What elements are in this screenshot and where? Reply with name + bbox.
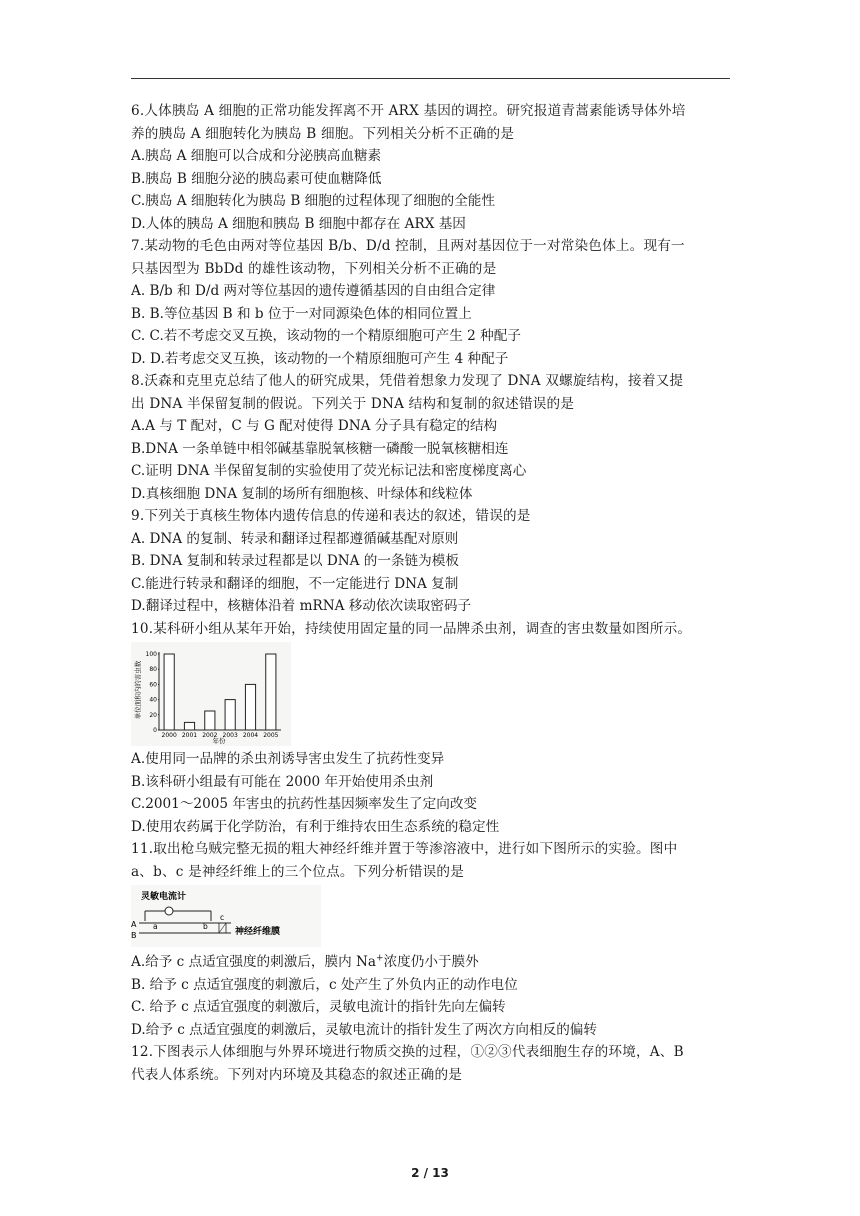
chart-y-tick-label: 100: [145, 651, 157, 658]
q8-stem-line1: 8.沃森和克里克总结了他人的研究成果，凭借着想象力发现了 DNA 双螺旋结构，接着又提: [131, 373, 684, 389]
chart-bar-2001: [184, 722, 194, 730]
q11-option-a: [131, 951, 731, 974]
chart-bar-2002: [205, 711, 215, 730]
chart-x-tick-label: 2002: [202, 732, 218, 739]
chart-bar-2005: [266, 654, 276, 730]
label-B: B: [131, 931, 137, 940]
q9-option-c: C.能进行转录和翻译的细胞，不一定能进行 DNA 复制: [131, 575, 459, 592]
label-A: A: [131, 920, 137, 929]
q10-option-b: B.该科研小组最有可能在 2000 年开始使用杀虫剂: [131, 773, 434, 790]
chart-y-tick-label: 0: [153, 727, 157, 734]
q8-stem-line2: 出 DNA 半保留复制的假说。下列关于 DNA 结构和复制的叙述错误的是: [131, 395, 575, 412]
chart-bar-2000: [164, 654, 174, 730]
q7-option-c: C. C.若不考虑交叉互换，该动物的一个精原细胞可产生 2 种配子: [131, 328, 521, 344]
q11-stem-line1: 11.取出枪乌贼完整无损的粗大神经纤维并置于等渗溶液中，进行如下图所示的实验。图中: [131, 841, 678, 857]
q10-option-c: C.2001～2005 年害虫的抗药性基因频率发生了定向改变: [131, 796, 478, 812]
point-a-label: a: [153, 922, 158, 931]
q11-option-a-text: A.给予 c 点适宜强度的刺激后，膜内 Na: [131, 954, 377, 970]
chart-x-tick-label: 2001: [181, 732, 198, 739]
q11-option-a-text-tail: 浓度仍小于膜外: [383, 954, 479, 970]
q9-stem: 9.下列关于真核生物体内遗传信息的传递和表达的叙述，错误的是: [131, 508, 531, 524]
chart-x-tick-label: 2000: [161, 732, 177, 739]
point-b-label: b: [203, 922, 208, 931]
chart-x-tick-label: 2005: [263, 732, 279, 739]
galvanometer-dial-icon: [165, 907, 173, 915]
chart-y-tick-label: 60: [149, 681, 157, 689]
q6-stem-line1: 6.人体胰岛 A 细胞的正常功能发挥离不开 ARX 基因的调控。研究报道青蒿素能诱导体外培: [131, 103, 686, 119]
pest-bar-chart: [131, 642, 291, 746]
galvanometer-label: 灵敏电流计: [141, 892, 187, 902]
q7-stem-line2: 只基因型为 BbDd 的雄性该动物，下列相关分析不正确的是: [131, 260, 497, 277]
chart-x-tick-label: 2004: [242, 732, 259, 739]
chart-y-axis-label: 单位面积内的害虫数: [134, 660, 142, 720]
chart-bar-2004: [245, 684, 255, 730]
q6-option-c: C.胰岛 A 细胞转化为胰岛 B 细胞的过程体现了细胞的全能性: [131, 193, 495, 209]
chart-x-axis-label: 年份: [212, 737, 226, 745]
q9-option-d: D.翻译过程中，核糖体沿着 mRNA 移动依次读取密码子: [131, 598, 472, 614]
q9-option-a: A. DNA 的复制、转录和翻译过程都遵循碱基配对原则: [131, 530, 459, 547]
page-number: 2 / 13: [411, 1166, 449, 1180]
q6-option-a: A.胰岛 A 细胞可以合成和分泌胰高血糖素: [131, 148, 382, 164]
page-content: [131, 100, 731, 1086]
q10-option-a: A.使用同一品牌的杀虫剂诱导害虫发生了抗药性变异: [131, 751, 445, 767]
point-c-label: c: [220, 913, 225, 922]
pest-bar-chart-svg: [131, 642, 291, 746]
nerve-fiber-diagram-svg: [131, 885, 321, 947]
q8-option-c: C.证明 DNA 半保留复制的实验使用了荧光标记法和密度梯度离心: [131, 463, 527, 479]
q7-option-d: D. D.若考虑交叉互换，该动物的一个精原细胞可产生 4 种配子: [131, 350, 509, 367]
q12-stem-line2: 代表人体系统。下列对内环境及其稳态的叙述正确的是: [131, 1066, 463, 1083]
q7-stem-line1: 7.某动物的毛色由两对等位基因 B/b、D/d 控制，且两对基因位于一对常染色体上。现有一: [131, 238, 685, 254]
q10-option-d: D.使用农药属于化学防治，有利于维持农田生态系统的稳定性: [131, 818, 500, 835]
q7-option-b: B. B.等位基因 B 和 b 位于一对同源染色体的相同位置上: [131, 305, 472, 322]
q6-stem-line2: 养的胰岛 A 细胞转化为胰岛 B 细胞。下列相关分析不正确的是: [131, 125, 515, 142]
chart-y-tick-label: 20: [149, 711, 157, 719]
q7-option-a: A. B/b 和 D/d 两对等位基因的遗传遵循基因的自由组合定律: [131, 283, 496, 299]
q11-option-d: D.给予 c 点适宜强度的刺激后，灵敏电流计的指针发生了两次方向相反的偏转: [131, 1021, 597, 1038]
q11-option-b: B. 给予 c 点适宜强度的刺激后，c 处产生了外负内正的动作电位: [131, 976, 518, 993]
q11-stem-line2: a、b、c 是神经纤维上的三个位点。下列分析错误的是: [131, 863, 465, 880]
fiber-label: 神经纤维膜: [235, 927, 281, 937]
q8-option-b: B.DNA 一条单链中相邻碱基靠脱氧核糖一磷酸一脱氧核糖相连: [131, 440, 509, 457]
sodium-charge-sup: +: [376, 953, 384, 964]
q12-stem-line1: 12.下图表示人体细胞与外界环境进行物质交换的过程，①②③代表细胞生存的环境，A、B: [131, 1044, 684, 1060]
chart-x-tick-label: 2003: [222, 732, 238, 739]
q9-option-b: B. DNA 复制和转录过程都是以 DNA 的一条链为模板: [131, 553, 459, 569]
q6-option-b: B.胰岛 B 细胞分泌的胰岛素可使血糖降低: [131, 170, 382, 187]
q8-option-d: D.真核细胞 DNA 复制的场所有细胞核、叶绿体和线粒体: [131, 485, 473, 502]
chart-y-tick-label: 80: [149, 666, 157, 674]
chart-y-tick-label: 40: [149, 696, 157, 704]
q8-option-a: A.A 与 T 配对，C 与 G 配对使得 DNA 分子具有稳定的结构: [131, 418, 498, 434]
q6-option-d: D.人体的胰岛 A 细胞和胰岛 B 细胞中都存在 ARX 基因: [131, 215, 466, 232]
q10-stem: 10.某科研小组从某年开始，持续使用固定量的同一品牌杀虫剂，调查的害虫数量如图所示。: [131, 620, 692, 637]
q11-option-c: C. 给予 c 点适宜强度的刺激后，灵敏电流计的指针先向左偏转: [131, 999, 506, 1015]
header-rule: [131, 78, 730, 79]
chart-bar-2003: [225, 700, 235, 730]
nerve-fiber-diagram: [131, 885, 321, 947]
